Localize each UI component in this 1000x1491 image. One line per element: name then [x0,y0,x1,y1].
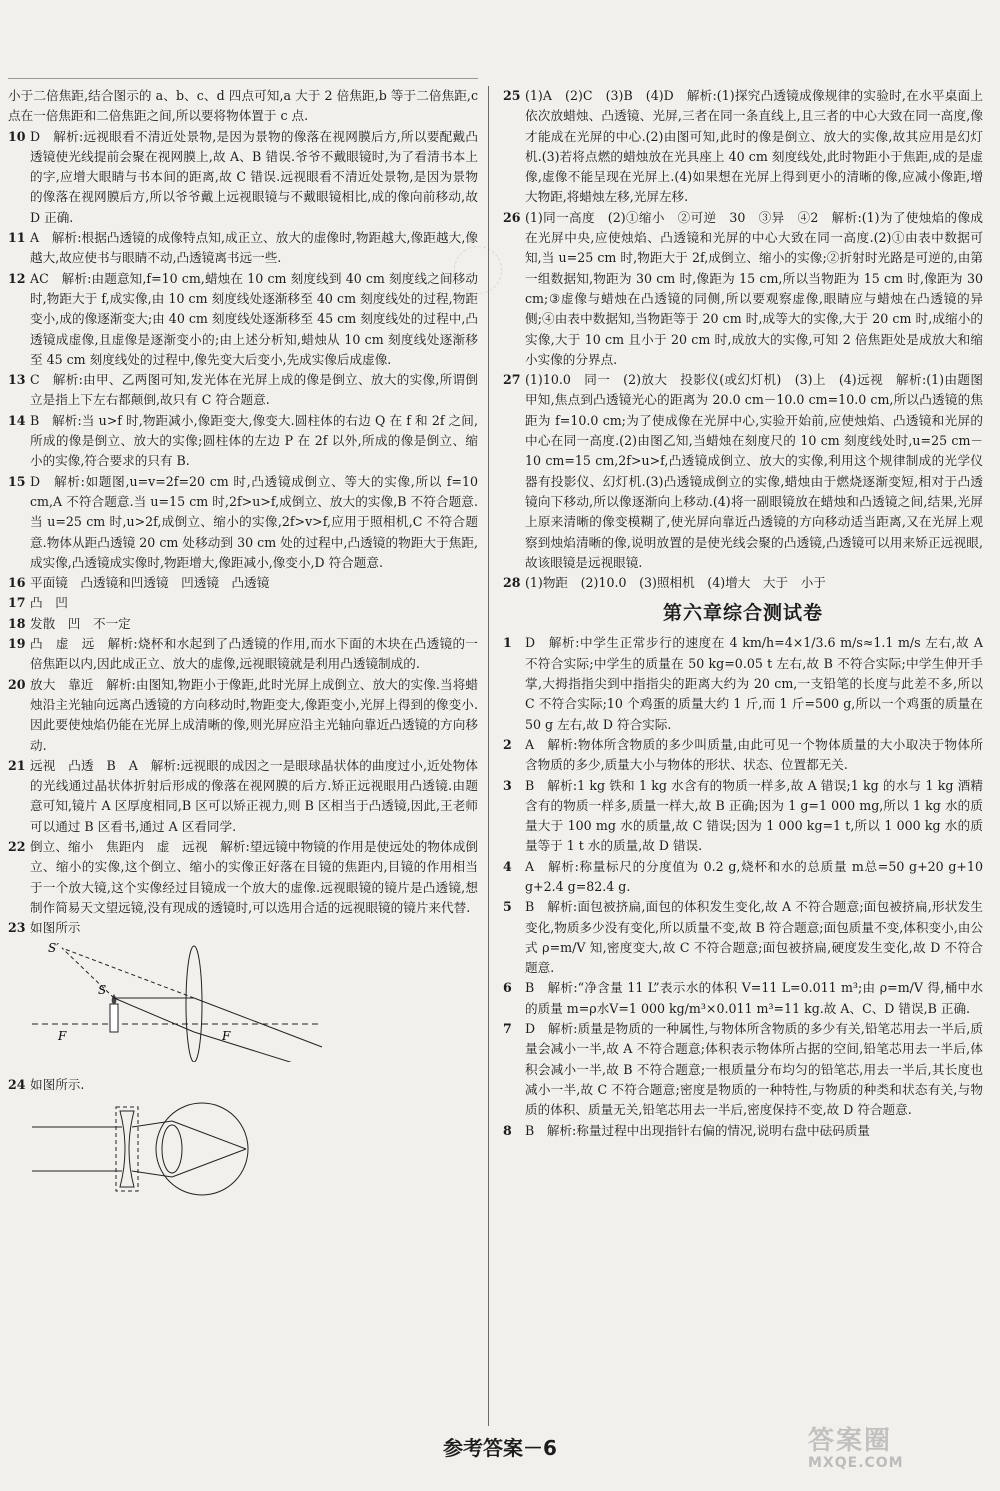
figure-23 [32,942,478,1068]
answer-item [8,675,478,756]
answer-item [503,633,983,734]
answer-item [8,614,478,634]
eye-correction-diagram [32,1099,332,1199]
answer-item [503,857,983,898]
item-number: 10 [8,128,26,144]
item-number: 8 [503,1122,512,1138]
item-answer: B [525,1122,535,1138]
item-number: 15 [8,473,26,489]
answer-item [8,756,478,837]
right-column [503,86,983,1141]
item-answer: 如图所示. [30,1076,85,1092]
item-answer: (1)10.0 同一 (2)放大 投影仪(或幻灯机) (3)上 (4)远视 [525,372,884,388]
item-explanation: 解析:“净含量 11 L”表示水的体积 V=11 L=0.011 m³;由 ρ=m/V 得,桶中水的质量 m=ρ水V=1 000 kg/m³×0.011 m³=11 kg.故 A、C、D 错误,B 正确. [525,980,984,1016]
answer-item [503,1121,983,1141]
item-answer: A [30,230,40,246]
item-number: 2 [503,736,512,752]
label-f-left: F [58,1029,67,1044]
eyeball [156,1103,248,1195]
item-explanation: 解析:(1)探究凸透镜成像规律的实验时,在水平桌面上依次放蜡烛、凸透镜、光屏,三者在同一条直线上,且三者的中心大致在同一高度,像才能成在光屏的中心.(2)由图可知,此时的像是倒立、放大的实像,故其应用是幻灯机.(3)若将点燃的蜡烛放在光具座上 40 cm 刻度线处,此时物距小于焦距,成的是虚像,虚像不能呈现在光屏上.(4)如果想在光屏上得到更小的清晰的像,应减小像距,增大物距,将蜡烛左移,光屏左移. [525,88,983,205]
ray-top-focus [172,1121,246,1149]
item-number: 24 [8,1076,26,1092]
answer-item [8,918,478,938]
item-answer: 倒立、缩小 焦距内 虚 远视 [30,838,208,854]
item-explanation: 解析:根据凸透镜的成像特点知,成正立、放大的虚像时,物距越大,像距越大,像越大,故应使书与眼睛不动,凸透镜离书远一些. [30,230,479,266]
item-answer: (1)A (2)C (3)B (4)D [525,88,674,103]
item-number: 23 [8,920,26,936]
item-number: 13 [8,372,26,388]
answer-item [503,776,983,857]
item-explanation: 解析:由图知,物距小于像距,此时光屏上成倒立、放大的实像.当将蜡烛沿主光轴向远离凸透镜的方向移动时,物距变大,像距变小,光屏上得到的像变小.因此要使烛焰仍能在光屏上成清晰的像,则光屏应沿主光轴向靠近凸透镜的方向移动. [30,676,479,753]
item-number: 17 [8,595,26,611]
answer-item [503,370,983,573]
item-explanation: 解析:称量标尺的分度值为 0.2 g,烧杯和水的总质量 m总=50 g+20 g+10 g+2.4 g=82.4 g. [525,858,984,894]
item-number: 5 [503,899,512,915]
item-answer: 放大 靠近 [30,676,94,692]
ray-center-out [194,1032,322,1062]
item-answer: 凸 虚 远 [30,636,95,652]
answer-item [8,837,478,918]
ray-bottom-focus [172,1149,246,1177]
item-answer: A [525,858,535,874]
item-explanation: 解析:望远镜中物镜的作用是使远处的物体成倒立、缩小的实像,这个倒立、缩小的实像正好落在目镜的焦距内,目镜的作用相当于一个放大镜,这个实像经过目镜成一个放大的虚像.远视眼镜的镜片是凸透镜,想制作简易天文望远镜,没有现成的透镜时,可以选用合适的远视眼镜的镜片来代替. [30,838,479,915]
item-number: 19 [8,636,26,652]
item-explanation: 解析:物体所含物质的多少叫质量,由此可见一个物体质量的大小取决于物体所含物质的多少,质量大小与物体的形状、状态、位置都无关. [525,736,984,773]
answer-item [8,472,478,573]
item-answer: B [525,777,535,793]
item-explanation: 解析:烧杯和水起到了凸透镜的作用,而水下面的木块在凸透镜的一倍焦距以内,因此成正立、放大的虚像,远视眼镜就是利用凸透镜制成的. [30,636,479,672]
ray-refracted [194,998,322,1047]
item-number: 27 [503,372,521,388]
item-number: 1 [503,635,512,651]
answer-item [503,978,983,1019]
item-answer: D [525,1021,536,1037]
item-number: 20 [8,676,26,692]
item-explanation: 解析:当 u>f 时,物距减小,像距变大,像变大.圆柱体的右边 Q 在 f 和 2f 之间,所成的像是倒立、放大的实像;圆柱体的左边 P 在 2f 以外,所成的像是倒立、缩小的实像,符合要求的只有 B. [30,412,478,469]
item-number: 18 [8,615,26,631]
item-explanation: 解析:面包被挤扁,面包的体积发生变化,故 A 不符合题意;面包被挤扁,形状发生变化,物质多少没有变化,所以质量不变,故 B 符合题意;面包质量不变,体积变小,由公式 ρ=m/V 知,密度变大,故 C 不符合题意;面包被挤扁,硬度发生变化,故 D 不符合题意. [525,899,983,976]
figure-24 [32,1099,478,1205]
item-answer: A [525,736,535,752]
item-explanation: 解析:(1)为了使烛焰的像成在光屏中央,应使烛焰、凸透镜和光屏的中心大致在同一高度.(2)①由表中数据可知,当 u=25 cm 时,物距大于 2f,成倒立、缩小的实像;②折射时光路是可逆的,由第一组数据知,物距为 30 cm 时,像距为 15 cm,所以当物距为 15 cm 时,像距为 30 cm;③虚像与蜡烛在凸透镜的同侧,所以要观察虚像,眼睛应与蜡烛在凸透镜的异侧;④由表中数据知,当物距等于 20 cm 时,成等大的实像,大于 20 cm 时,成缩小的实像,大于 10 cm 且小于 20 cm 时,成放大的实像,可知 2 倍焦距处是成放大和缩小实像的分界点. [525,209,983,367]
item-explanation: 解析:质量是物质的一种属性,与物体所含物质的多少有关,铅笔芯用去一半后,质量会减小一半,故 A 不符合题意;体积表示物体所占据的空间,铅笔芯用去一半后,体积会减小一半,故 B 不符合题意;一根质量分布均匀的铅笔芯,用去一半后,其长度也减小一半,故 C 不符合题意;密度是物质的一种特性,与物质的种类和状态有关,与物质的体积、质量无关,铅笔芯用去一半后,密度保持不变,故 D 符合题意. [525,1021,983,1118]
item-answer: B [525,899,535,915]
label-f-right: F [222,1029,231,1044]
lead-paragraph: 小于二倍焦距,结合图示的 a、b、c、d 四点可知,a 大于 2 倍焦距,b 等于二倍焦距,c 点在一倍焦距和二倍焦距之间,所以要将物体置于 c 点. [8,88,478,124]
right-items-2 [503,633,983,1140]
answer-item [8,1075,478,1095]
item-number: 21 [8,757,26,773]
lens-ray-diagram [32,942,332,1062]
answer-item [503,573,983,593]
column-divider [488,86,489,1426]
virtual-ray-1 [62,948,194,998]
lens-box [116,1107,138,1191]
item-number: 11 [8,230,26,246]
answer-item [503,1019,983,1120]
item-answer: AC [30,270,49,286]
top-rule [8,78,478,79]
answer-item [8,411,478,472]
item-number: 14 [8,412,26,428]
item-answer: 凸 凹 [30,595,68,611]
item-number: 28 [503,575,521,591]
section-title: 第六章综合测试卷 [662,602,823,625]
item-number: 22 [8,838,26,854]
item-number: 16 [8,575,26,591]
item-number: 12 [8,270,26,286]
item-number: 7 [503,1021,512,1037]
item-answer: D [525,635,536,651]
item-explanation: 解析:如题图,u=v=2f=20 cm 时,凸透镜成倒立、等大的实像,所以 f=10 cm,A 不符合题意.当 u=15 cm 时,2f>u>f,成倒立、放大的实像,B 不符合题意.当 u=25 cm 时,u>2f,成倒立、缩小的实像,2f>v>f,应用于照相机,C 不符合题意.物体从距凸透镜 20 cm 处移动到 30 cm 处的过程中,凸透镜的物距大于焦距,成实像,凸透镜成实像时,物距增大,像距减小,像变小,D 符合题意. [30,473,479,570]
item-answer: 平面镜 凸透镜和凹透镜 凹透镜 凸透镜 [30,575,270,591]
candle [110,1004,118,1032]
item-explanation: 解析:1 kg 铁和 1 kg 水含有的物质一样多,故 A 错误;1 kg 的水与 1 kg 酒精含有的物质一样多,质量一样大,故 B 正确;因为 1 g=1 000 mg,所以 1 kg 水的质量大于 100 mg 水的质量,故 C 错误;因为 1 000 kg=1 t,所以 1 000 kg 水的质量等于 1 t 水的质量,故 D 错误. [525,777,984,854]
item-answer: 如图所示 [30,920,81,936]
item-answer: B [525,980,535,996]
answer-item [8,127,478,228]
answer-item [8,593,478,613]
answer-item [503,735,983,776]
answer-item [503,897,983,978]
right-items [503,86,983,593]
answer-item [8,269,478,370]
left-column [8,86,478,1211]
crystalline-lens [162,1125,182,1173]
item-explanation: 解析:由题意知,f=10 cm,蜡烛在 10 cm 刻度线到 40 cm 刻度线之间移动时,物距大于 f,成实像,由 10 cm 刻度线处逐渐移至 40 cm 刻度线处的过程,物距变小,成的像逐渐变大;由 40 cm 刻度线处逐渐移至 45 cm 刻度线处的过程中,凸透镜成虚像,且虚像是逐渐变小的;由上述分析知,蜡烛从 10 cm 刻度线处逐渐移至 45 cm 刻度线处的过程中,像先变大后变小,先成实像后成虚像. [30,270,479,367]
item-explanation: 解析:中学生正常步行的速度在 4 km/h=4×1/3.6 m/s≈1.1 m/s 左右,故 A 不符合实际;中学生的质量在 50 kg=0.05 t 左右,故 B 不符合实际;中学生伸开手掌,大拇指指尖到中指指尖的距离大约为 20 cm,一支铅笔的长度与此差不多,所以 C 不符合实际;10 个鸡蛋的质量大约 1 斤,而 1 斤=500 g,所以一个鸡蛋的质量在 50 g 左右,故 D 符合实际. [525,635,983,732]
label-s: S [98,983,107,998]
item-number: 3 [503,777,512,793]
ray-center [114,998,194,1032]
answer-item [503,86,983,208]
item-explanation: 解析:(1)由题图甲知,焦点到凸透镜光心的距离为 20.0 cm－10.0 cm=10.0 cm,所以凸透镜的焦距为 f=10.0 cm;为了使成像在光屏中心,实验开始前,应使烛焰、凸透镜和光屏的中心在同一高度.(2)由图乙知,当蜡烛在刻度尺的 10 cm 刻度线处时,u=25 cm－10 cm=15 cm,2f>u>f,凸透镜成倒立、放大的实像,利用这个规律制成的光学仪器有投影仪、幻灯机.(3)凸透镜成倒立的实像,蜡烛由于燃烧逐渐变短,相对于凸透镜向下移动,所以像逐渐向上移动.(4)将一副眼镜放在蜡烛和凸透镜之间,结果,光屏上原来清晰的像变模糊了,使光屏向靠近凸透镜的方向移动适当距离,又在光屏上观察到烛焰清晰的像,说明放置的是使光线会聚的凸透镜,凸透镜可以用来矫正远视眼,故该眼镜是远视眼镜. [525,372,983,570]
item-explanation: 解析:远视眼看不清近处景物,是因为景物的像落在视网膜后方,所以要配戴凸透镜使光线提前会聚在视网膜上,故 A、B 错误.爷爷不戴眼镜时,为了看清书本上的字,应增大眼睛与书本间的距离,故 C 错误.远视眼看不清近处景物,是因为景物的像落在视网膜后方,所以爷爷戴上远视眼镜与不戴眼镜相比,成的像向前移动,故 D 正确. [30,128,479,225]
watermark-line1: 答案圈 [808,1426,893,1456]
item-number: 4 [503,858,512,874]
item-answer: C [30,372,40,388]
item-answer: D [30,128,41,144]
concave-lens [120,1111,134,1187]
answer-item [503,208,983,370]
item-answer: B [30,412,40,428]
item-explanation: 解析:由甲、乙两图可知,发光体在光屏上成的像是倒立、放大的实像,所谓倒立是指上下左右都颠倒,故只有 C 符合题意. [30,372,479,408]
answer-item [8,573,478,593]
item-answer: 发散 凹 不一定 [30,615,131,631]
watermark [808,1420,988,1480]
page-footer: 参考答案－6 [443,1436,557,1460]
item-answer: 远视 凸透 B A [30,757,138,773]
convex-lens [186,946,202,1062]
left-items [8,127,478,1206]
label-s-prime: S′ [48,942,59,956]
item-answer: (1)同一高度 (2)①缩小 ②可逆 30 ③异 ④2 [525,209,819,225]
item-number: 25 [503,88,521,103]
answer-item [8,228,478,269]
item-number: 6 [503,980,512,996]
item-explanation: 解析:称量过程中出现指针右偏的情况,说明右盘中砝码质量 [546,1122,870,1138]
item-answer: (1)物距 (2)10.0 (3)照相机 (4)增大 大于 小于 [525,575,826,591]
answer-item [8,370,478,411]
answer-item [8,634,478,675]
watermark-line2: MXQE.COM [808,1455,904,1471]
item-number: 26 [503,209,521,225]
item-answer: D [30,473,41,489]
item-explanation: 解析:远视眼的成因之一是眼球晶状体的曲度过小,近处物体的光线通过晶状体折射后形成的像落在视网膜的后方.矫正远视眼用凸透镜.由题意可知,镜片 A 区厚度相同,B 区可以矫正视力,则 B 区相当于凸透镜,因此,王老师可以通过 B 区看书,通过 A 区看同学. [30,757,478,834]
